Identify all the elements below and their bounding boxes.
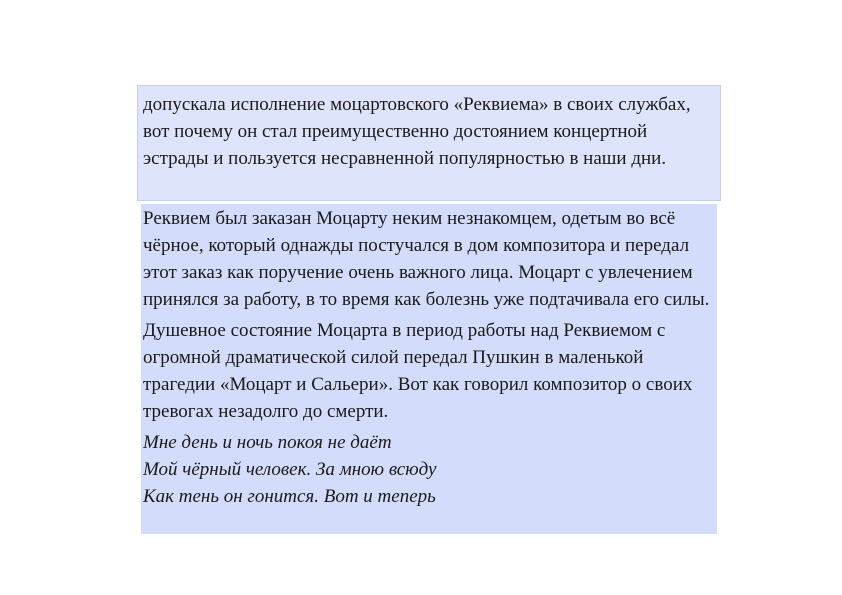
poem-line: Как тень он гонится. Вот и теперь <box>143 486 436 507</box>
paragraph-pushkin-tragedy: Душевное состояние Моцарта в период работы над Реквиемом с огромной драматической силой передал Пушкин в маленькой трагедии «Моцарт и Сальери». Вот как говорил композитор о своих тревогах незадолго до смерти. <box>143 320 693 422</box>
poem-quote <box>143 429 715 510</box>
poem-line: Мне день и ночь покоя не даёт <box>143 432 392 453</box>
text-block-requiem-performance <box>137 85 721 201</box>
text-block-requiem-story <box>141 204 717 534</box>
poem-line: Мой чёрный человек. За мною всюду <box>143 459 437 480</box>
paragraph-requiem-popularity: допускала исполнение моцартовского «Реквиема» в своих службах, вот почему он стал преимущественно достоянием концертной эстрады и пользуется несравненной популярностью в наши дни. <box>143 94 691 169</box>
paragraph-requiem-commission: Реквием был заказан Моцарту неким незнакомцем, одетым во всё чёрное, который однажды постучался в дом композитора и передал этот заказ как поручение очень важного лица. Моцарт с увлечением принялся за работу, в то время как болезнь уже подтачивала его силы. <box>143 208 710 310</box>
